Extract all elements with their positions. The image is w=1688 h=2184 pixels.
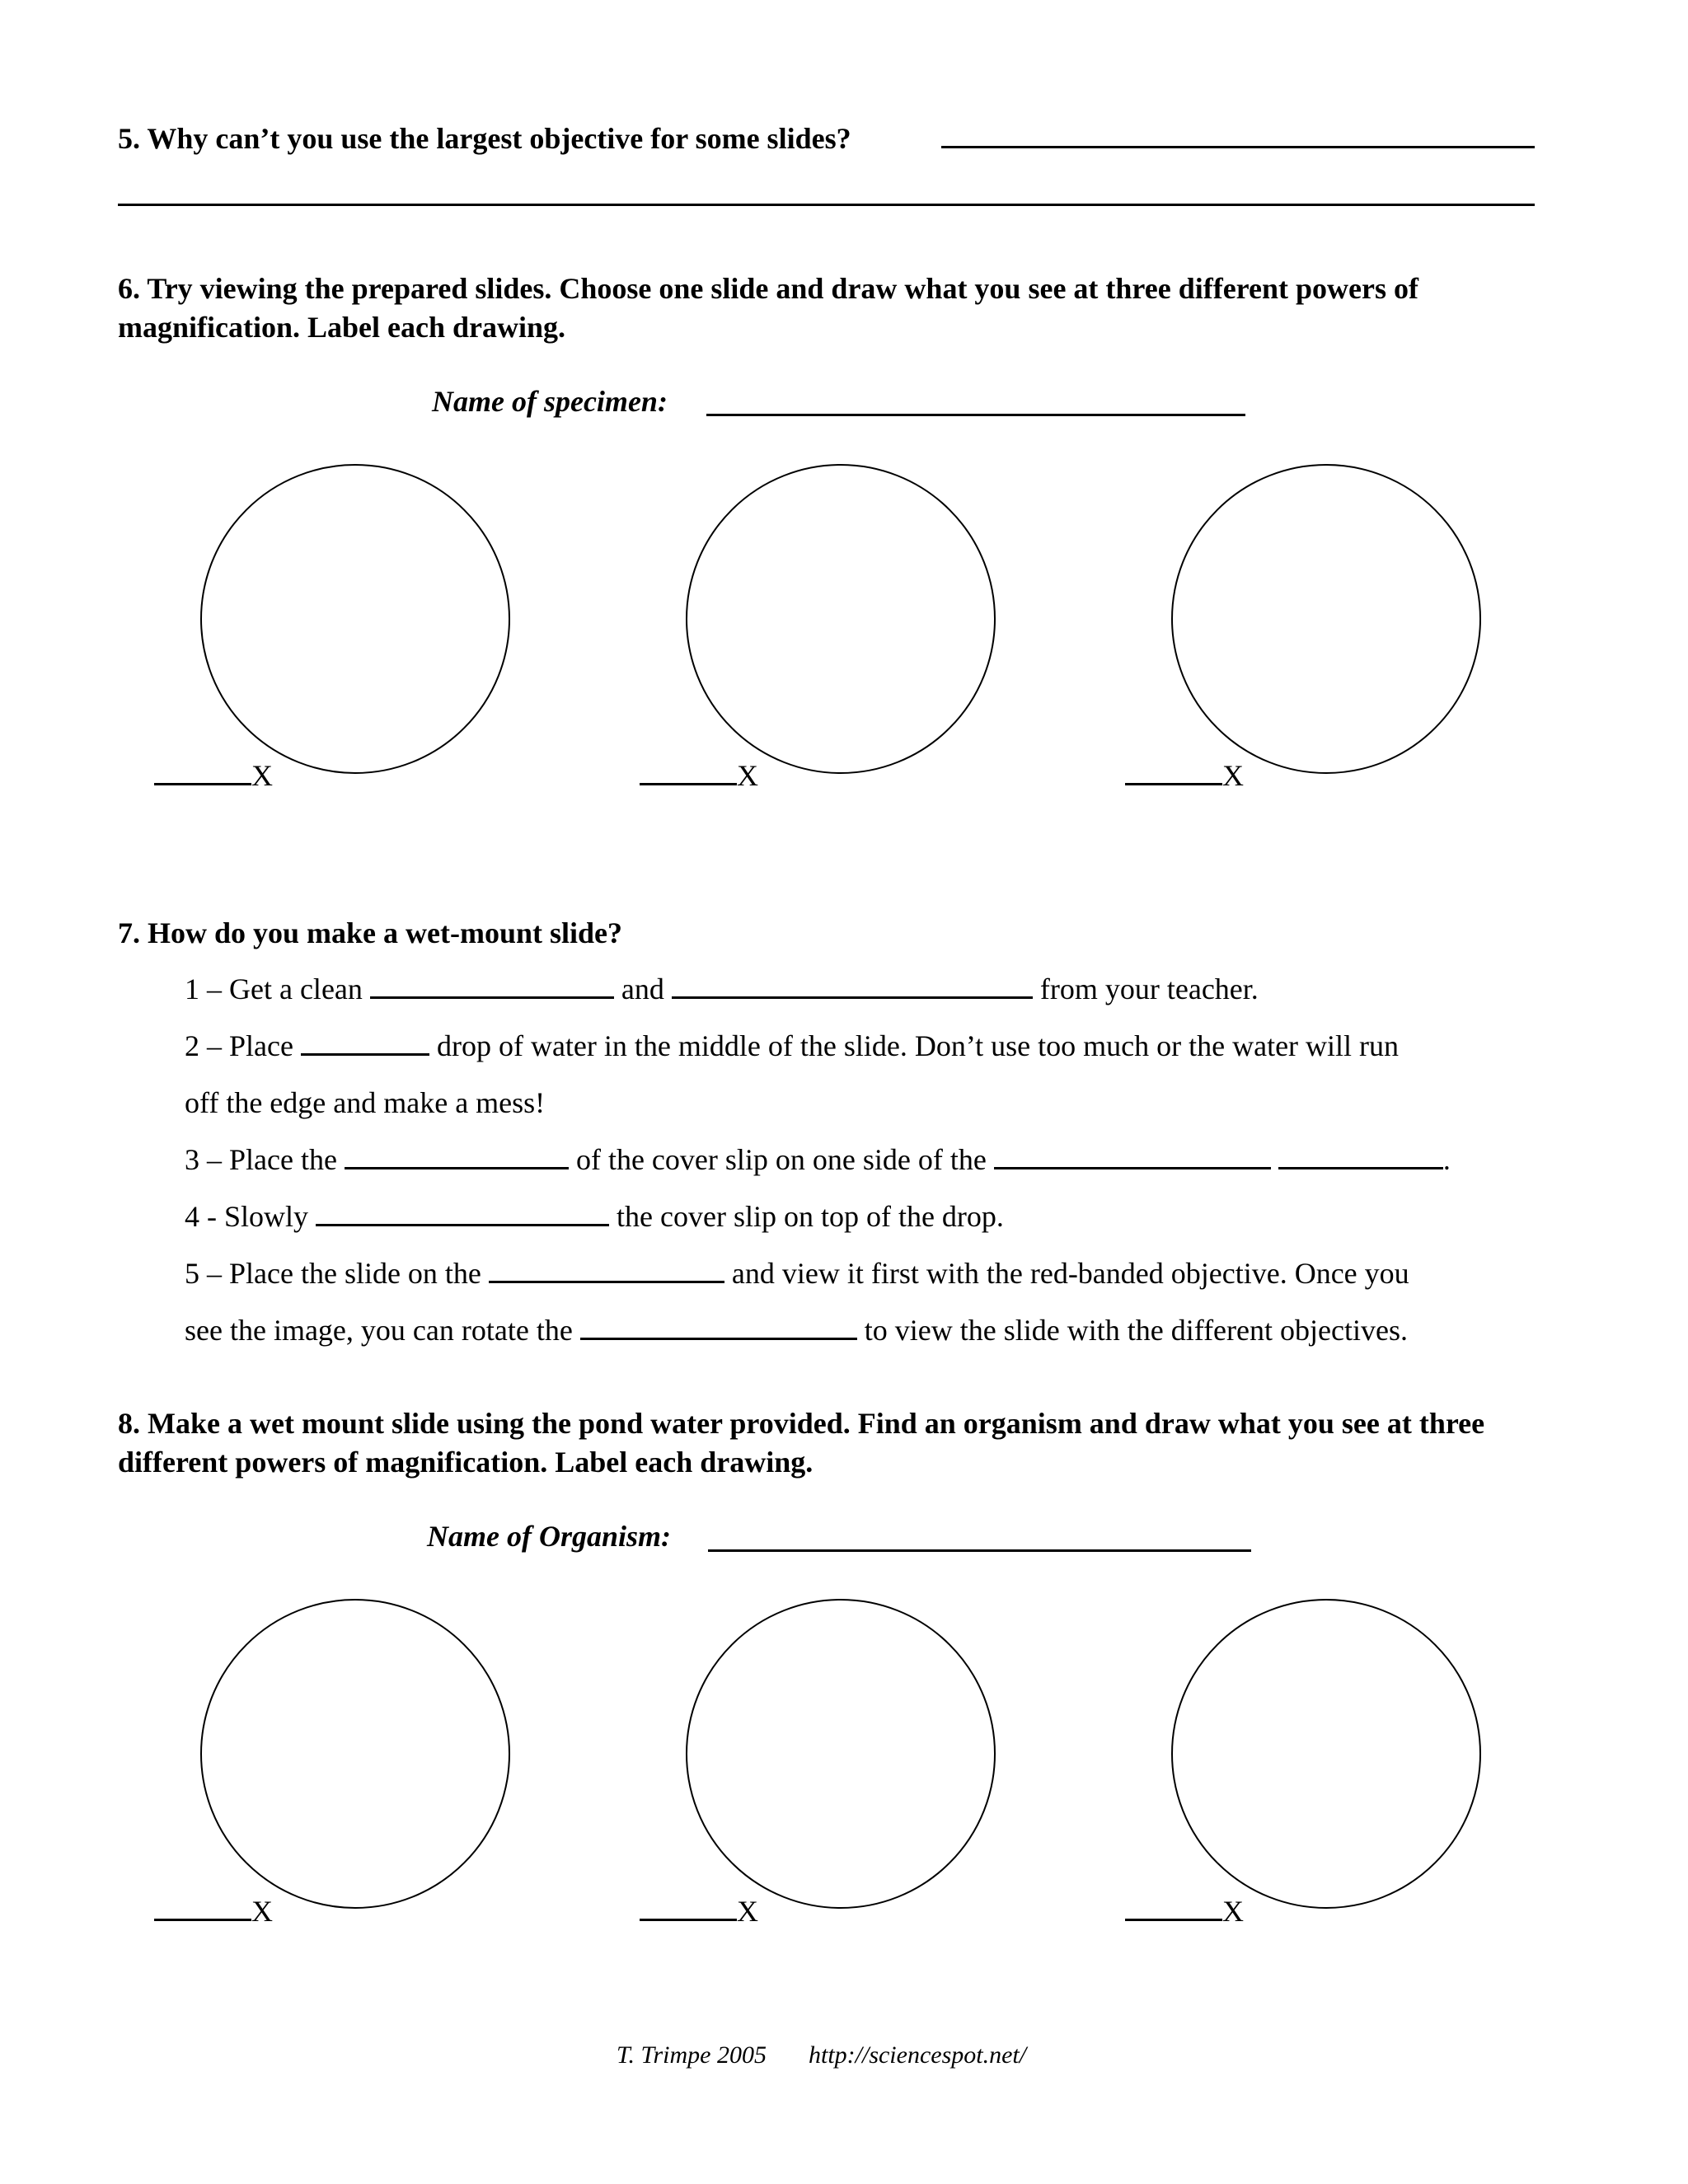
magnification-blank[interactable] xyxy=(154,760,251,785)
answer-line-5b[interactable] xyxy=(118,204,1535,206)
blank-5b[interactable] xyxy=(580,1313,857,1340)
step-4: 4 - Slowly the cover slip on top of the drop. xyxy=(185,1200,1004,1233)
specimen-name-line[interactable] xyxy=(706,414,1245,416)
step-1: 1 – Get a clean and from your teacher. xyxy=(185,972,1259,1005)
blank-2a[interactable] xyxy=(301,1029,429,1056)
magnification-6-3: X xyxy=(1125,759,1244,792)
magnification-6-2: X xyxy=(640,759,758,792)
drawing-circle-8-3[interactable] xyxy=(1171,1599,1481,1909)
magnification-blank[interactable] xyxy=(640,760,737,785)
organism-name-line[interactable] xyxy=(708,1549,1251,1552)
blank-3b[interactable] xyxy=(994,1142,1271,1169)
drawing-circle-8-2[interactable] xyxy=(686,1599,996,1909)
specimen-name-label: Name of specimen: xyxy=(432,385,668,418)
footer xyxy=(617,2041,1026,2069)
magnification-8-1: X xyxy=(154,1895,273,1928)
step-2-cont: off the edge and make a mess! xyxy=(185,1086,546,1119)
blank-1b[interactable] xyxy=(672,972,1033,999)
blank-1a[interactable] xyxy=(370,972,614,999)
question-7: 7. How do you make a wet-mount slide? xyxy=(118,916,623,949)
blank-3a[interactable] xyxy=(345,1142,569,1169)
footer-author: T. Trimpe 2005 xyxy=(617,2041,767,2069)
answer-line-5a[interactable] xyxy=(941,146,1535,148)
step-2: 2 – Place drop of water in the middle of the slide. Don’t use too much or the water will run xyxy=(185,1029,1400,1062)
drawing-circle-6-3[interactable] xyxy=(1171,464,1481,774)
blank-3c[interactable] xyxy=(1278,1142,1443,1169)
question-8: 8. Make a wet mount slide using the pond water provided. Find an organism and draw what you see at three different powers of magnification. Label each drawing. xyxy=(118,1407,1485,1479)
magnification-blank[interactable] xyxy=(154,1896,251,1921)
step-3: 3 – Place the of the cover slip on one side of the . xyxy=(185,1143,1451,1176)
magnification-blank[interactable] xyxy=(1125,1896,1222,1921)
drawing-circle-6-2[interactable] xyxy=(686,464,996,774)
question-6: 6. Try viewing the prepared slides. Choose one slide and draw what you see at three different powers of magnification. Label each drawing. xyxy=(118,272,1418,344)
magnification-blank[interactable] xyxy=(640,1896,737,1921)
question-5: 5. Why can’t you use the largest objective for some slides? xyxy=(118,122,851,155)
step-5-cont: see the image, you can rotate the to view the slide with the different objectives. xyxy=(185,1314,1408,1347)
magnification-8-2: X xyxy=(640,1895,758,1928)
magnification-6-1: X xyxy=(154,759,273,792)
magnification-8-3: X xyxy=(1125,1895,1244,1928)
drawing-circle-6-1[interactable] xyxy=(200,464,510,774)
footer-url[interactable]: http://sciencespot.net/ xyxy=(808,2041,1027,2069)
step-5: 5 – Place the slide on the and view it first with the red-banded objective. Once you xyxy=(185,1257,1409,1290)
magnification-blank[interactable] xyxy=(1125,760,1222,785)
drawing-circle-8-1[interactable] xyxy=(200,1599,510,1909)
blank-4a[interactable] xyxy=(316,1199,609,1226)
blank-5a[interactable] xyxy=(489,1256,724,1283)
organism-name-label: Name of Organism: xyxy=(427,1520,671,1553)
